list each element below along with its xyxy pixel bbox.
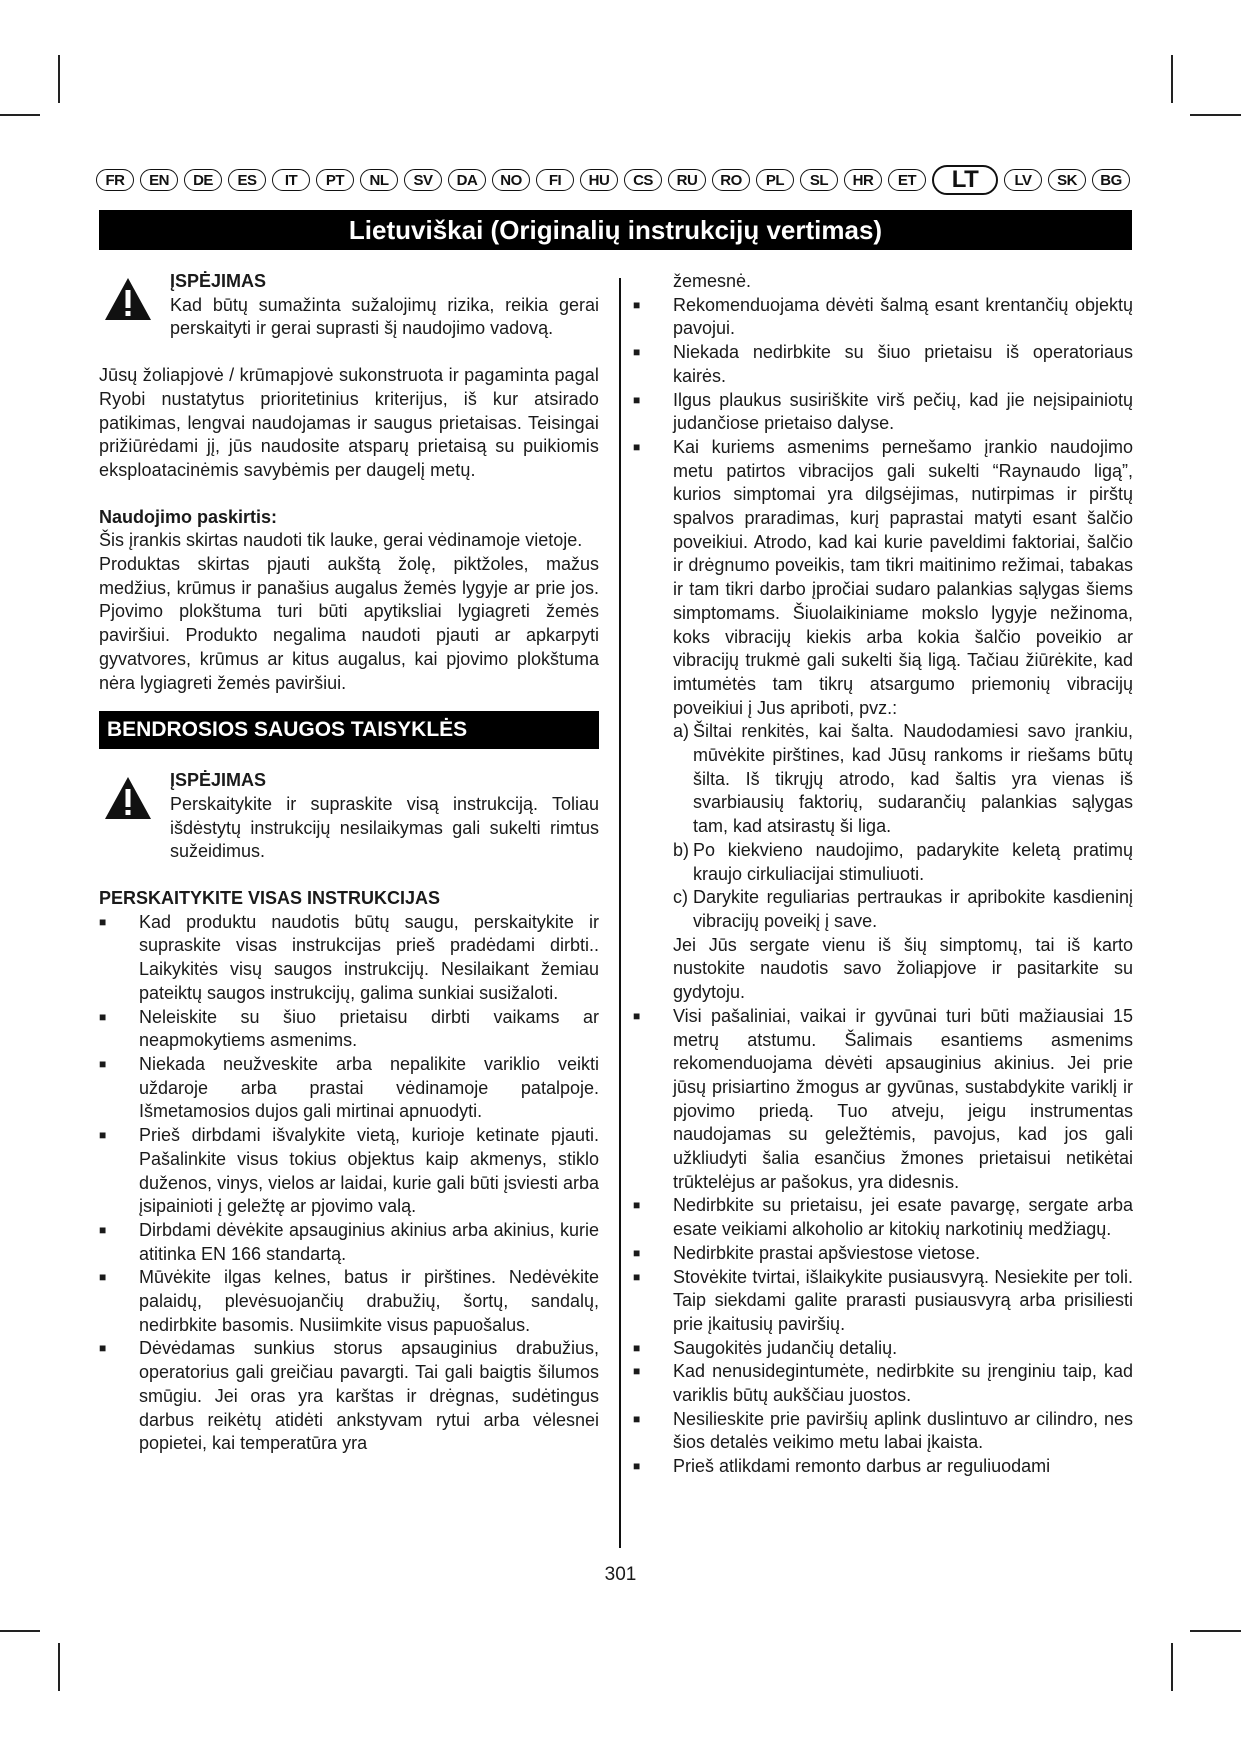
warning-heading: ĮSPĖJIMAS: [170, 770, 267, 791]
crop-mark: [58, 55, 60, 103]
section-heading: BENDROSIOS SAUGOS TAISYKLĖS: [99, 711, 599, 749]
language-tab-de: DE: [184, 169, 222, 191]
list-item: ■ Neleiskite su šiuo prietaisu dirbti vaikams ar neapmokytiems asmenims.: [99, 1006, 599, 1053]
list-item: ■ Rekomenduojama dėvėti šalmą esant krentančių objektų pavojui.: [633, 294, 1133, 341]
warning-text: Kad būtų sumažinta sužalojimų rizika, reikia gerai perskaityti ir gerai suprasti šį naudojimo vadovą.: [170, 294, 599, 339]
warning-box: [99, 270, 599, 341]
page-number: 301: [604, 1564, 637, 1585]
crop-mark: [0, 114, 40, 116]
warning-icon: [103, 775, 153, 821]
list-item: ■ Mūvėkite ilgas kelnes, batus ir pirštines. Nedėvėkite palaidų, plevėsuojančių drabužių, šortų, sandalų, nedirbkite basomis. Nusiimkite visus papuošalus.: [99, 1266, 599, 1337]
list-item: ■ Nedirbkite prastai apšviestose vietose.: [633, 1242, 1133, 1266]
language-tab-en: EN: [140, 169, 178, 191]
language-tab-no: NO: [492, 169, 530, 191]
vibration-text: ■ Kai kuriems asmenims pernešamo įrankio naudojimo metu patirtos vibracijos gali sukelti “Raynaudo ligą”, kurios simptomai yra dilgsėjimas, nutirpimas ir pirštų spalvos praradimas, kurį paprastai matyti esant šalčio poveikiui. Atrodo, kad kai kurie paveldimi faktoriai, šalčio ir drėgnumo poveikis, tam tikri maitinimo režimai, tabakas ir tam tikri darbo įpročiai sudaro palankias sąlygas šiems simptomams. Šiuolaikiniame mokslo lygyje nežinoma, koks vibracijų kiekis arba kokia šalčio poveikio ar vibracijų trukmė gali sukelti šią ligą. Tačiau žiūrėkite, kad imtumėtės tam tikrų atsargumo priemonių vibracijų poveikiui į Jus apriboti, pvz.:: [673, 436, 1133, 718]
language-tab-hu: HU: [580, 169, 618, 191]
list-item: [633, 436, 1133, 1005]
crop-mark: [1190, 1630, 1241, 1632]
list-item: ■ Visi pašaliniai, vaikai ir gyvūnai turi būti mažiausiai 15 metrų atstumu. Šalimais esantiems asmenims rekomenduojama dėvėti apsauginius akinius. Jei prie jūsų prisiartino žmogus ar gyvūnas, sustabdykite variklį ir pjovimo priedą. Tuo atveju, jeigu instrumentas naudojamas su geležtėmis, pavojus, kad jos gali užkliudyti šalia esančius žmones prietaisui netikėtai trūktelėjus ar pašokus, yra didesnis.: [633, 1005, 1133, 1195]
warning-heading: ĮSPĖJIMAS: [170, 271, 267, 291]
sub-list-text: Šiltai renkitės, kai šalta. Naudodamiesi savo įrankiu, mūvėkite pirštines, kad Jūsų rankoms ir riešams būtų šilta. Iš tikrųjų atrodo, kad šaltis yra vienas iš svarbiausių faktorių, sudarančių palankias sąlygas tam, kad atsirastų ši liga.: [693, 721, 1133, 837]
crop-mark: [0, 1630, 40, 1632]
list-item: ■ Prieš dirbdami išvalykite vietą, kurioje ketinate pjauti. Pašalinkite visus tokius objektus kaip akmenys, stiklo duženos, vinys, vielos ar laidai, kurie gali būti įsviesti arba įsipainioti į geležtę ar pjovimo valą.: [99, 1124, 599, 1219]
right-column: [633, 270, 1133, 1479]
language-tab-lt: LT: [932, 165, 998, 195]
language-tab-it: IT: [272, 169, 310, 191]
language-tab-ro: RO: [712, 169, 750, 191]
warning-icon: [103, 276, 153, 322]
crop-mark: [58, 1643, 60, 1691]
language-bar: [96, 168, 1130, 192]
bullet-list: [633, 1005, 1133, 1479]
list-item: ■ Ilgus plaukus susiriškite virš pečių, kad jie neįsipainiotų judančiose prietaiso dalyse.: [633, 389, 1133, 436]
intro-paragraph: Jūsų žoliapjovė / krūmapjovė sukonstruota ir pagaminta pagal Ryobi nustatytus prioritetinius kriterijus, iš kur atsirado patikimas, lengvai naudojamas ir saugus prietaisas. Teisingai prižiūrėdami jį, jūs naudosite atsparų prietaisą su puikiomis eksploatacinėmis savybėmis per daugelį metų.: [99, 365, 599, 480]
language-tab-sk: SK: [1048, 169, 1086, 191]
sub-list-item: [673, 839, 1133, 886]
column-divider: [619, 278, 621, 1548]
language-tab-fr: FR: [96, 169, 134, 191]
bullet-list: [99, 911, 599, 1456]
language-tab-lv: LV: [1004, 169, 1042, 191]
sub-list-text: Darykite reguliarias pertraukas ir apribokite kasdieninį vibracijų poveikį į save.: [693, 887, 1133, 931]
list-item: ■ Nesilieskite prie paviršių aplink duslintuvo ar cilindro, nes šios detalės veikimo metu labai įkaista.: [633, 1408, 1133, 1455]
crop-mark: [1171, 55, 1173, 103]
sub-list-marker: c): [673, 887, 688, 908]
sub-list-text: Po kiekvieno naudojimo, padarykite keletą pratimų kraujo cirkuliacijai stimuliuoti.: [693, 839, 1133, 884]
list-item: ■ Saugokitės judančių detalių.: [633, 1337, 1133, 1361]
warning-text: Perskaitykite ir supraskite visą instrukciją. Toliau išdėstytų instrukcijų nesilaikymas gali sukelti rimtus sužeidimus.: [170, 793, 599, 862]
vibration-subitems: [673, 720, 1133, 933]
sub-list-marker: b): [673, 839, 690, 860]
language-tab-hr: HR: [844, 169, 882, 191]
language-tab-nl: NL: [360, 169, 398, 191]
list-item: ■ Kad nenusidegintumėte, nedirbkite su įrenginiu taip, kad variklis būtų aukščiau juostos.: [633, 1360, 1133, 1407]
language-tab-ru: RU: [668, 169, 706, 191]
sub-list-marker: a): [673, 721, 690, 742]
language-tab-pl: PL: [756, 169, 794, 191]
crop-mark: [1190, 114, 1241, 116]
left-column: [99, 270, 599, 1456]
sub-list-item: [673, 886, 1133, 933]
language-tab-pt: PT: [316, 169, 354, 191]
language-tab-sv: SV: [404, 169, 442, 191]
sub-list-item: [673, 720, 1133, 839]
list-item: ■ Stovėkite tvirtai, išlaikykite pusiausvyrą. Nesiekite per toli. Taip siekdami galite prarasti pusiausvyrą arba prisiliesti prie įkaitusių paviršių.: [633, 1266, 1133, 1337]
list-item: ■ Dėvėdamas sunkius storus apsauginius drabužius, operatorius gali greičiau pavargti. Tai gali baigtis šilumos smūgiu. Jei oras yra karštas ir drėgnas, sudėtingus darbus reikėtų atidėti ankstyvam rytui arba vėlesnei popietei, kai temperatūra yra: [99, 1337, 599, 1456]
language-tab-cs: CS: [624, 169, 662, 191]
continued-text: žemesnė.: [673, 271, 752, 291]
list-item: ■ Nedirbkite su prietaisu, jei esate pavargę, sergate arba esate veikiami alkoholio ar kitokių narkotinių medžiagų.: [633, 1194, 1133, 1241]
language-tab-bg: BG: [1092, 169, 1130, 191]
crop-mark: [1171, 1643, 1173, 1691]
page-title: Lietuviškai (Originalių instrukcijų vertimas): [99, 210, 1132, 250]
bullet-list: [633, 436, 1133, 1005]
usage-paragraph: Produktas skirtas pjauti aukštą žolę, piktžoles, mažus medžius, krūmus ir panašius augalus žemės lygyje ar prie jos. Pjovimo plokštuma turi būti apytiksliai lygiagreti žemės paviršiui. Produkto negalima naudoti pjauti ar apkarpyti gyvatvores, krūmus ar kitus augalus, kai pjovimo plokštuma nėra lygiagreti žemės paviršiui.: [99, 554, 599, 693]
warning-box: [99, 769, 599, 864]
vibration-closing: Jei Jūs sergate vienu iš šių simptomų, tai iš karto nustokite naudotis savo žoliapjove ir pasitarkite su gydytoju.: [673, 934, 1133, 1003]
list-item: ■ Prieš atlikdami remonto darbus ar reguliuodami: [633, 1455, 1133, 1479]
list-item: ■ Kad produktu naudotis būtų saugu, perskaitykite ir supraskite visas instrukcijas prieš pradėdami dirbti.. Laikykitės visų saugos instrukcijų. Nesilaikant žemiau pateiktų saugos instrukcijų, galima sunkiai susižaloti.: [99, 911, 599, 1006]
subsection-heading: PERSKAITYKITE VISAS INSTRUKCIJAS: [99, 888, 441, 909]
language-tab-es: ES: [228, 169, 266, 191]
list-item: ■ Niekada neužveskite arba nepalikite variklio veikti uždaroje arba prastai vėdinamoje patalpoje. Išmetamosios dujos gali mirtinai apnuodyti.: [99, 1053, 599, 1124]
usage-paragraph: Šis įrankis skirtas naudoti tik lauke, gerai vėdinamoje vietoje.: [99, 530, 583, 551]
bullet-list: [633, 294, 1133, 436]
language-tab-sl: SL: [800, 169, 838, 191]
language-tab-fi: FI: [536, 169, 574, 191]
language-tab-da: DA: [448, 169, 486, 191]
usage-heading: Naudojimo paskirtis:: [99, 506, 278, 527]
list-item: ■ Niekada nedirbkite su šiuo prietaisu iš operatoriaus kairės.: [633, 341, 1133, 388]
list-item: ■ Dirbdami dėvėkite apsauginius akinius arba akinius, kurie atitinka EN 166 standartą.: [99, 1219, 599, 1266]
language-tab-et: ET: [888, 169, 926, 191]
